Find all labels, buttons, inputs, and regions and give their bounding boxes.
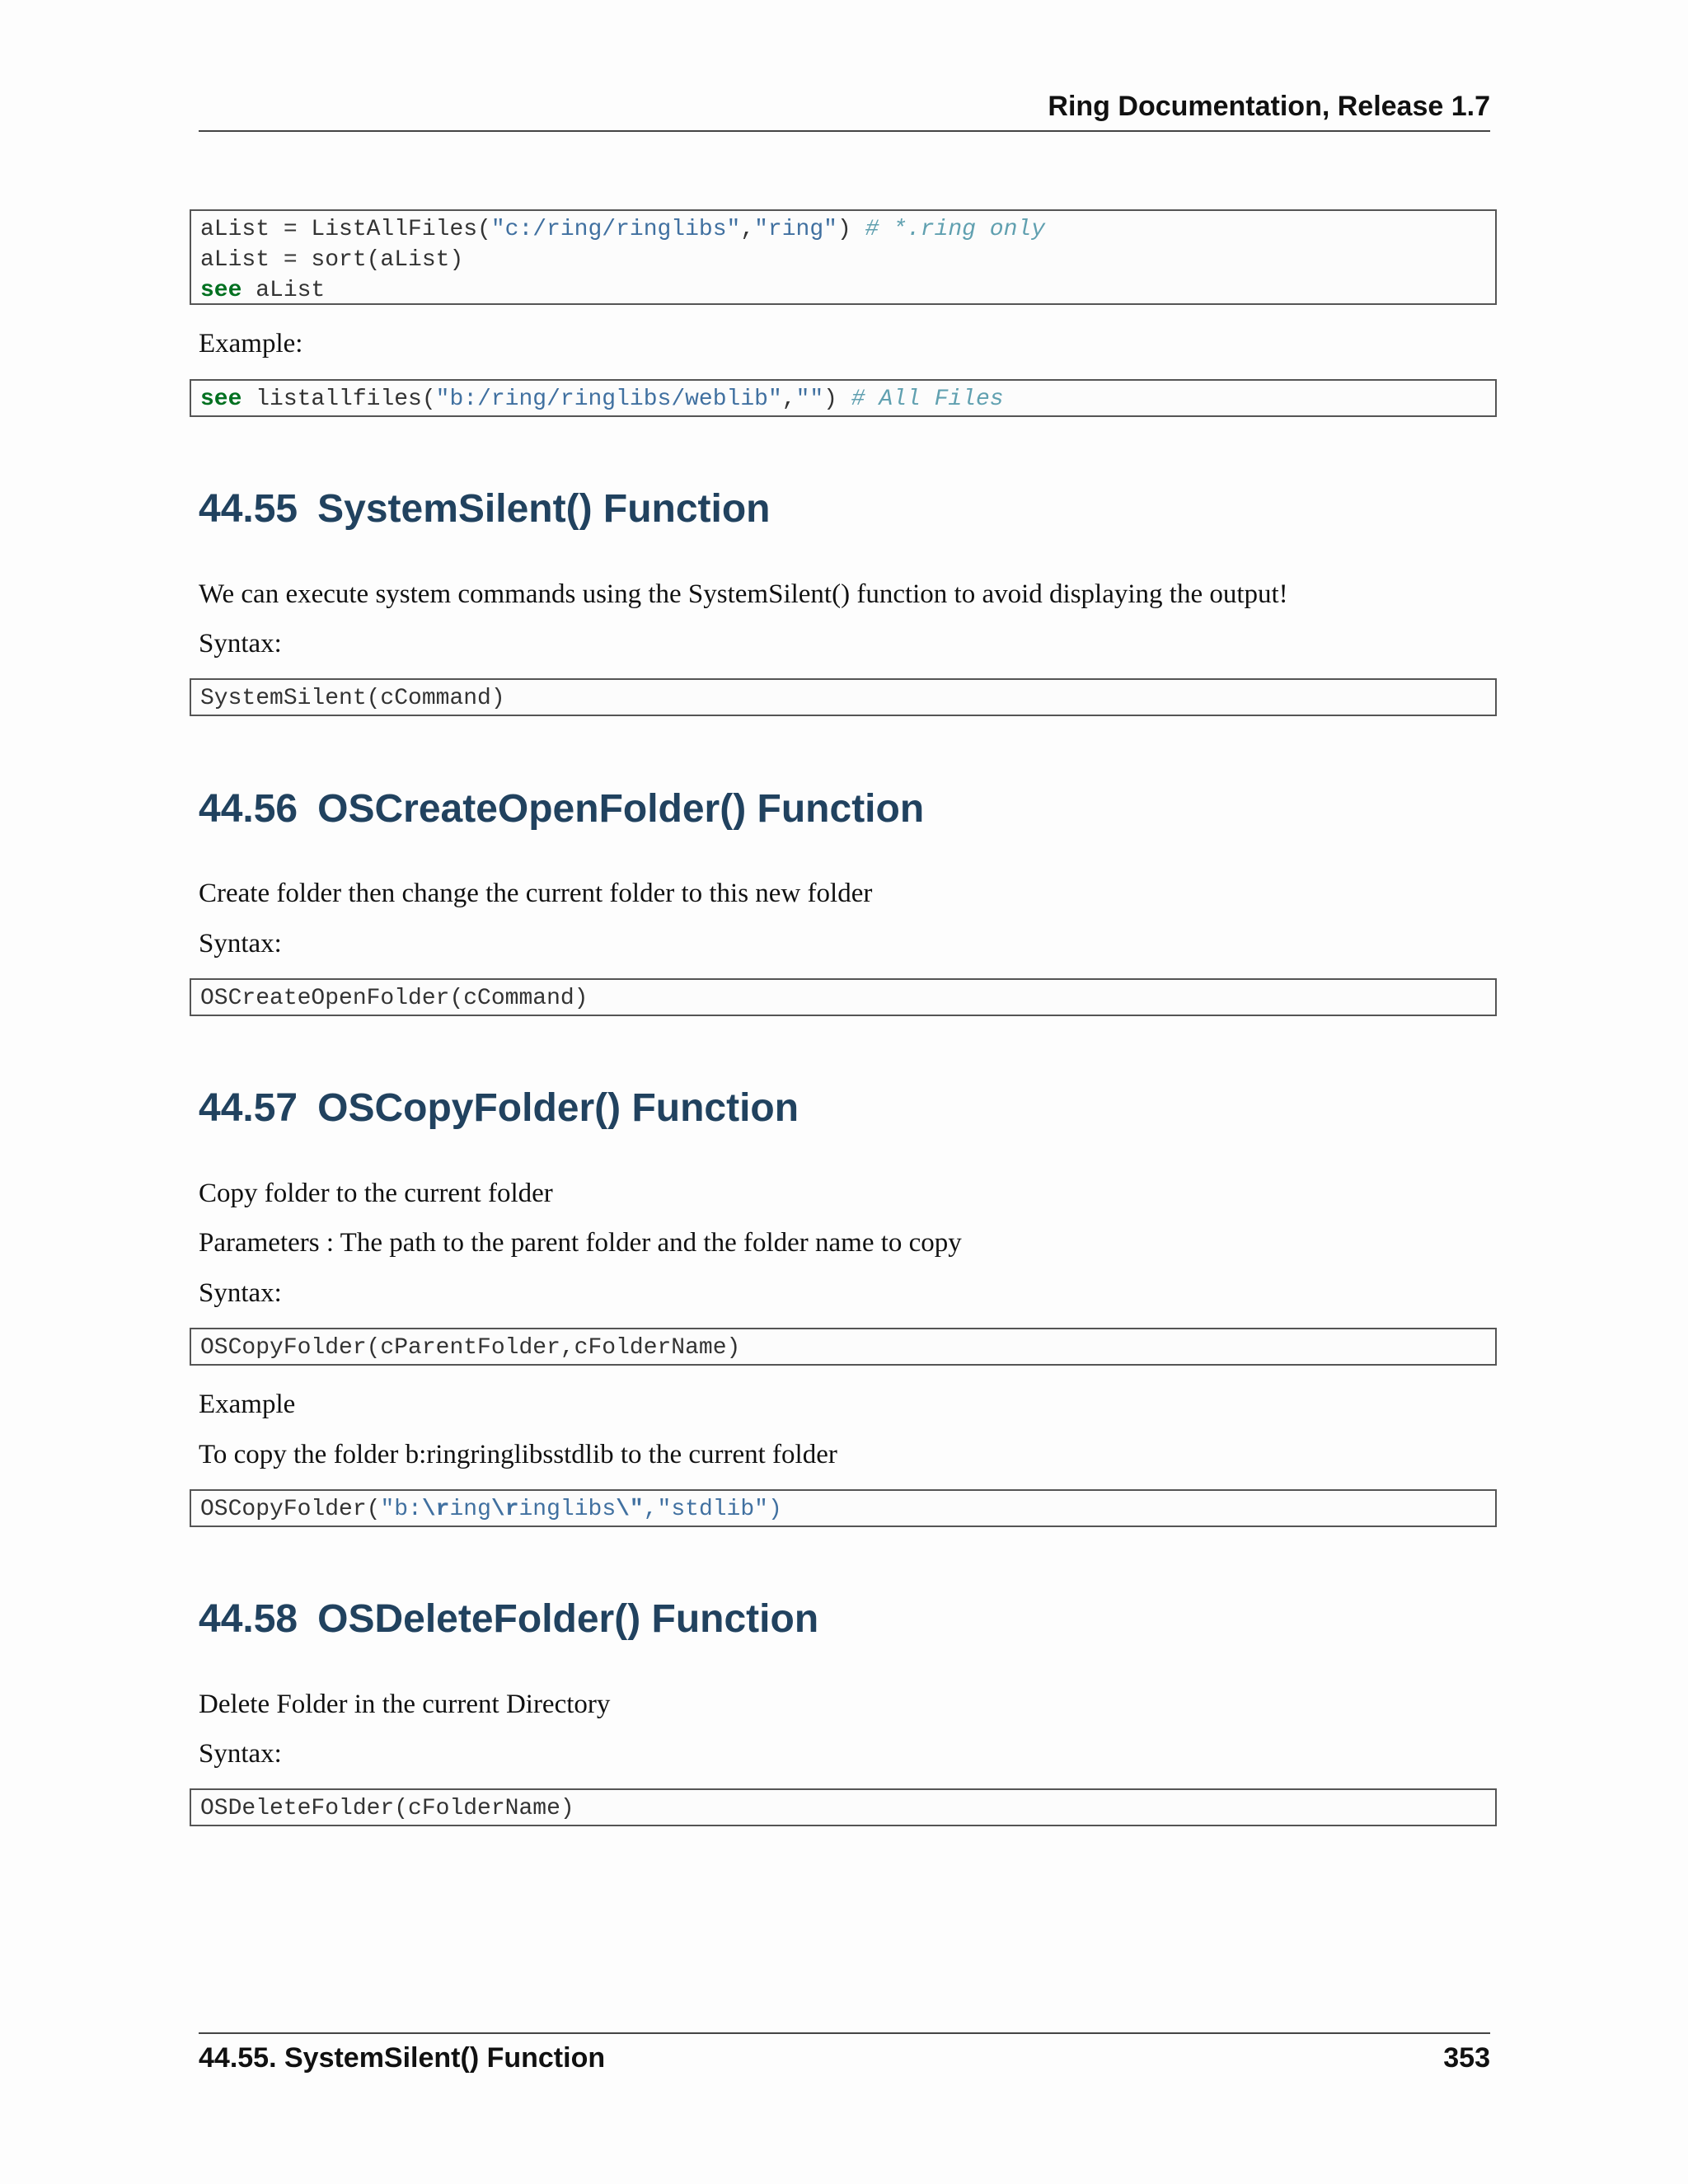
- code-text: ): [767, 1497, 782, 1522]
- code-text: ): [823, 387, 851, 412]
- code-block-syntax: OSCopyFolder(cParentFolder,cFolderName): [190, 1328, 1497, 1366]
- code-string: ,"stdlib": [643, 1497, 768, 1522]
- section-heading-oscopyfolder: [199, 1085, 799, 1131]
- footer-section-title: 44.55. SystemSilent() Function: [199, 2042, 606, 2074]
- code-block-syntax: OSDeleteFolder(cFolderName): [190, 1788, 1497, 1826]
- syntax-label: Syntax:: [199, 629, 282, 658]
- code-escape: \": [616, 1497, 644, 1522]
- code-block-example: [190, 1489, 1497, 1527]
- section-number: 44.55: [199, 487, 298, 531]
- code-block-listallfiles-example: [190, 379, 1497, 417]
- code-text: ): [837, 217, 865, 242]
- code-escape: \r: [421, 1497, 450, 1522]
- code-text: aList = ListAllFiles(: [200, 217, 491, 242]
- section-title: OSCreateOpenFolder() Function: [317, 787, 925, 831]
- code-keyword: see: [200, 278, 242, 303]
- section-description: Create folder then change the current folder to this new folder: [199, 879, 873, 908]
- section-title: OSCopyFolder() Function: [317, 1086, 799, 1130]
- section-number: 44.56: [199, 787, 298, 831]
- code-text: aList = sort(aList): [200, 247, 464, 273]
- example-label: Example:: [199, 329, 303, 359]
- code-string: "b:/ring/ringlibs/weblib": [435, 387, 782, 412]
- code-block-listallfiles: [190, 209, 1497, 305]
- section-heading-systemsilent: [199, 486, 771, 532]
- syntax-label: Syntax:: [199, 1278, 282, 1308]
- code-block-syntax: OSCreateOpenFolder(cCommand): [190, 978, 1497, 1016]
- section-title: SystemSilent() Function: [317, 487, 771, 531]
- code-escape: \r: [490, 1497, 519, 1522]
- code-string: "": [795, 387, 824, 412]
- section-number: 44.57: [199, 1086, 298, 1130]
- section-description: Copy folder to the current folder: [199, 1179, 553, 1208]
- code-block-syntax: SystemSilent(cCommand): [190, 678, 1497, 716]
- section-description: We can execute system commands using the SystemSilent() function to avoid displaying the output!: [199, 579, 1288, 609]
- code-text: ,: [781, 387, 796, 412]
- code-string: "b:: [380, 1497, 422, 1522]
- syntax-label: Syntax:: [199, 1739, 282, 1769]
- section-number: 44.58: [199, 1597, 298, 1641]
- code-comment: # All Files: [851, 387, 1004, 412]
- code-comment: # *.ring only: [865, 217, 1045, 242]
- code-text: listallfiles(: [241, 387, 436, 412]
- code-text: aList: [241, 278, 326, 303]
- page-number: 353: [1443, 2042, 1490, 2074]
- example-label: Example: [199, 1390, 296, 1419]
- section-title: OSDeleteFolder() Function: [317, 1597, 819, 1641]
- code-text: ,: [740, 217, 755, 242]
- footer-rule: [199, 2032, 1490, 2034]
- code-string: ing: [449, 1497, 491, 1522]
- running-header-title: Ring Documentation, Release 1.7: [1048, 91, 1490, 122]
- section-heading-osdeletefolder: [199, 1596, 818, 1642]
- example-description: To copy the folder b:ringringlibsstdlib to the current folder: [199, 1440, 837, 1469]
- header-rule: [199, 130, 1490, 132]
- code-string: "ring": [754, 217, 837, 242]
- code-string: "c:/ring/ringlibs": [490, 217, 741, 242]
- code-text: OSCopyFolder(: [200, 1497, 381, 1522]
- code-keyword: see: [200, 387, 242, 412]
- section-heading-oscreateopenfolder: [199, 786, 924, 832]
- syntax-label: Syntax:: [199, 929, 282, 958]
- code-string: inglibs: [518, 1497, 617, 1522]
- section-description: Delete Folder in the current Directory: [199, 1690, 611, 1719]
- parameters-text: Parameters : The path to the parent folder and the folder name to copy: [199, 1228, 962, 1258]
